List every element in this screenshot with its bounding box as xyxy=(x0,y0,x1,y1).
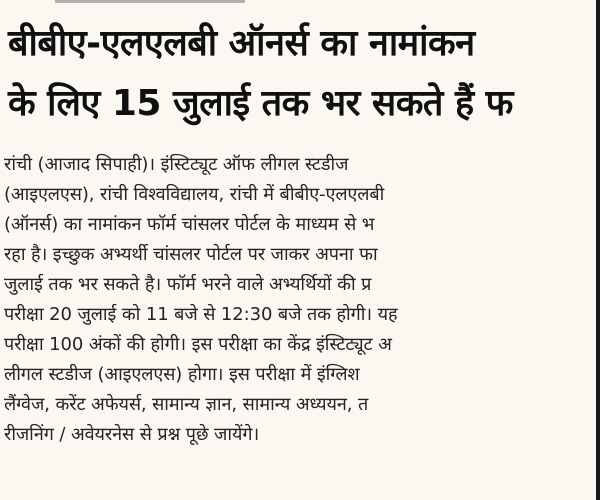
headline-line-1: बीबीए-एलएलबी ऑनर्स का नामांकन xyxy=(8,23,475,64)
article-line-5: जुलाई तक भर सकते है। फॉर्म भरने वाले अभ्यर्थियों की प्र xyxy=(4,274,372,295)
article-line-8: लीगल स्टडीज (आइएलएस) होगा। इस परीक्षा में इंग्लिश xyxy=(4,364,360,385)
article-line-4: रहा है। इच्छुक अभ्यर्थी चांसलर पोर्टल पर जाकर अपना फा xyxy=(4,244,378,265)
article-line-3: (ऑनर्स) का नामांकन फॉर्म चांसलर पोर्टल के माध्यम से भ xyxy=(4,214,375,235)
article-body xyxy=(4,150,600,450)
clipped-top-text xyxy=(55,0,245,13)
article-line-6: परीक्षा 20 जुलाई को 11 बजे से 12:30 बजे तक होगी। यह xyxy=(4,304,398,325)
column-divider xyxy=(596,0,600,500)
headline xyxy=(8,14,600,134)
article-line-2: (आइएलएस), रांची विश्वविद्यालय, रांची में बीबीए-एलएलबी xyxy=(4,184,385,205)
headline-line-2: के लिए 15 जुलाई तक भर सकते हैं फ xyxy=(8,83,513,124)
article-line-9: लैंग्वेज, करेंट अफेयर्स, सामान्य ज्ञान, सामान्य अध्ययन, त xyxy=(4,394,369,415)
article-line-10: रीजनिंग / अवेयरनेस से प्रश्न पूछे जायेंगे। xyxy=(4,424,260,445)
article-line-1: रांची (आजाद सिपाही)। इंस्टिट्यूट ऑफ लीगल स्टडीज xyxy=(4,154,349,175)
article-line-7: परीक्षा 100 अंकों की होगी। इस परीक्षा का केंद्र इंस्टिट्यूट अ xyxy=(4,334,392,355)
